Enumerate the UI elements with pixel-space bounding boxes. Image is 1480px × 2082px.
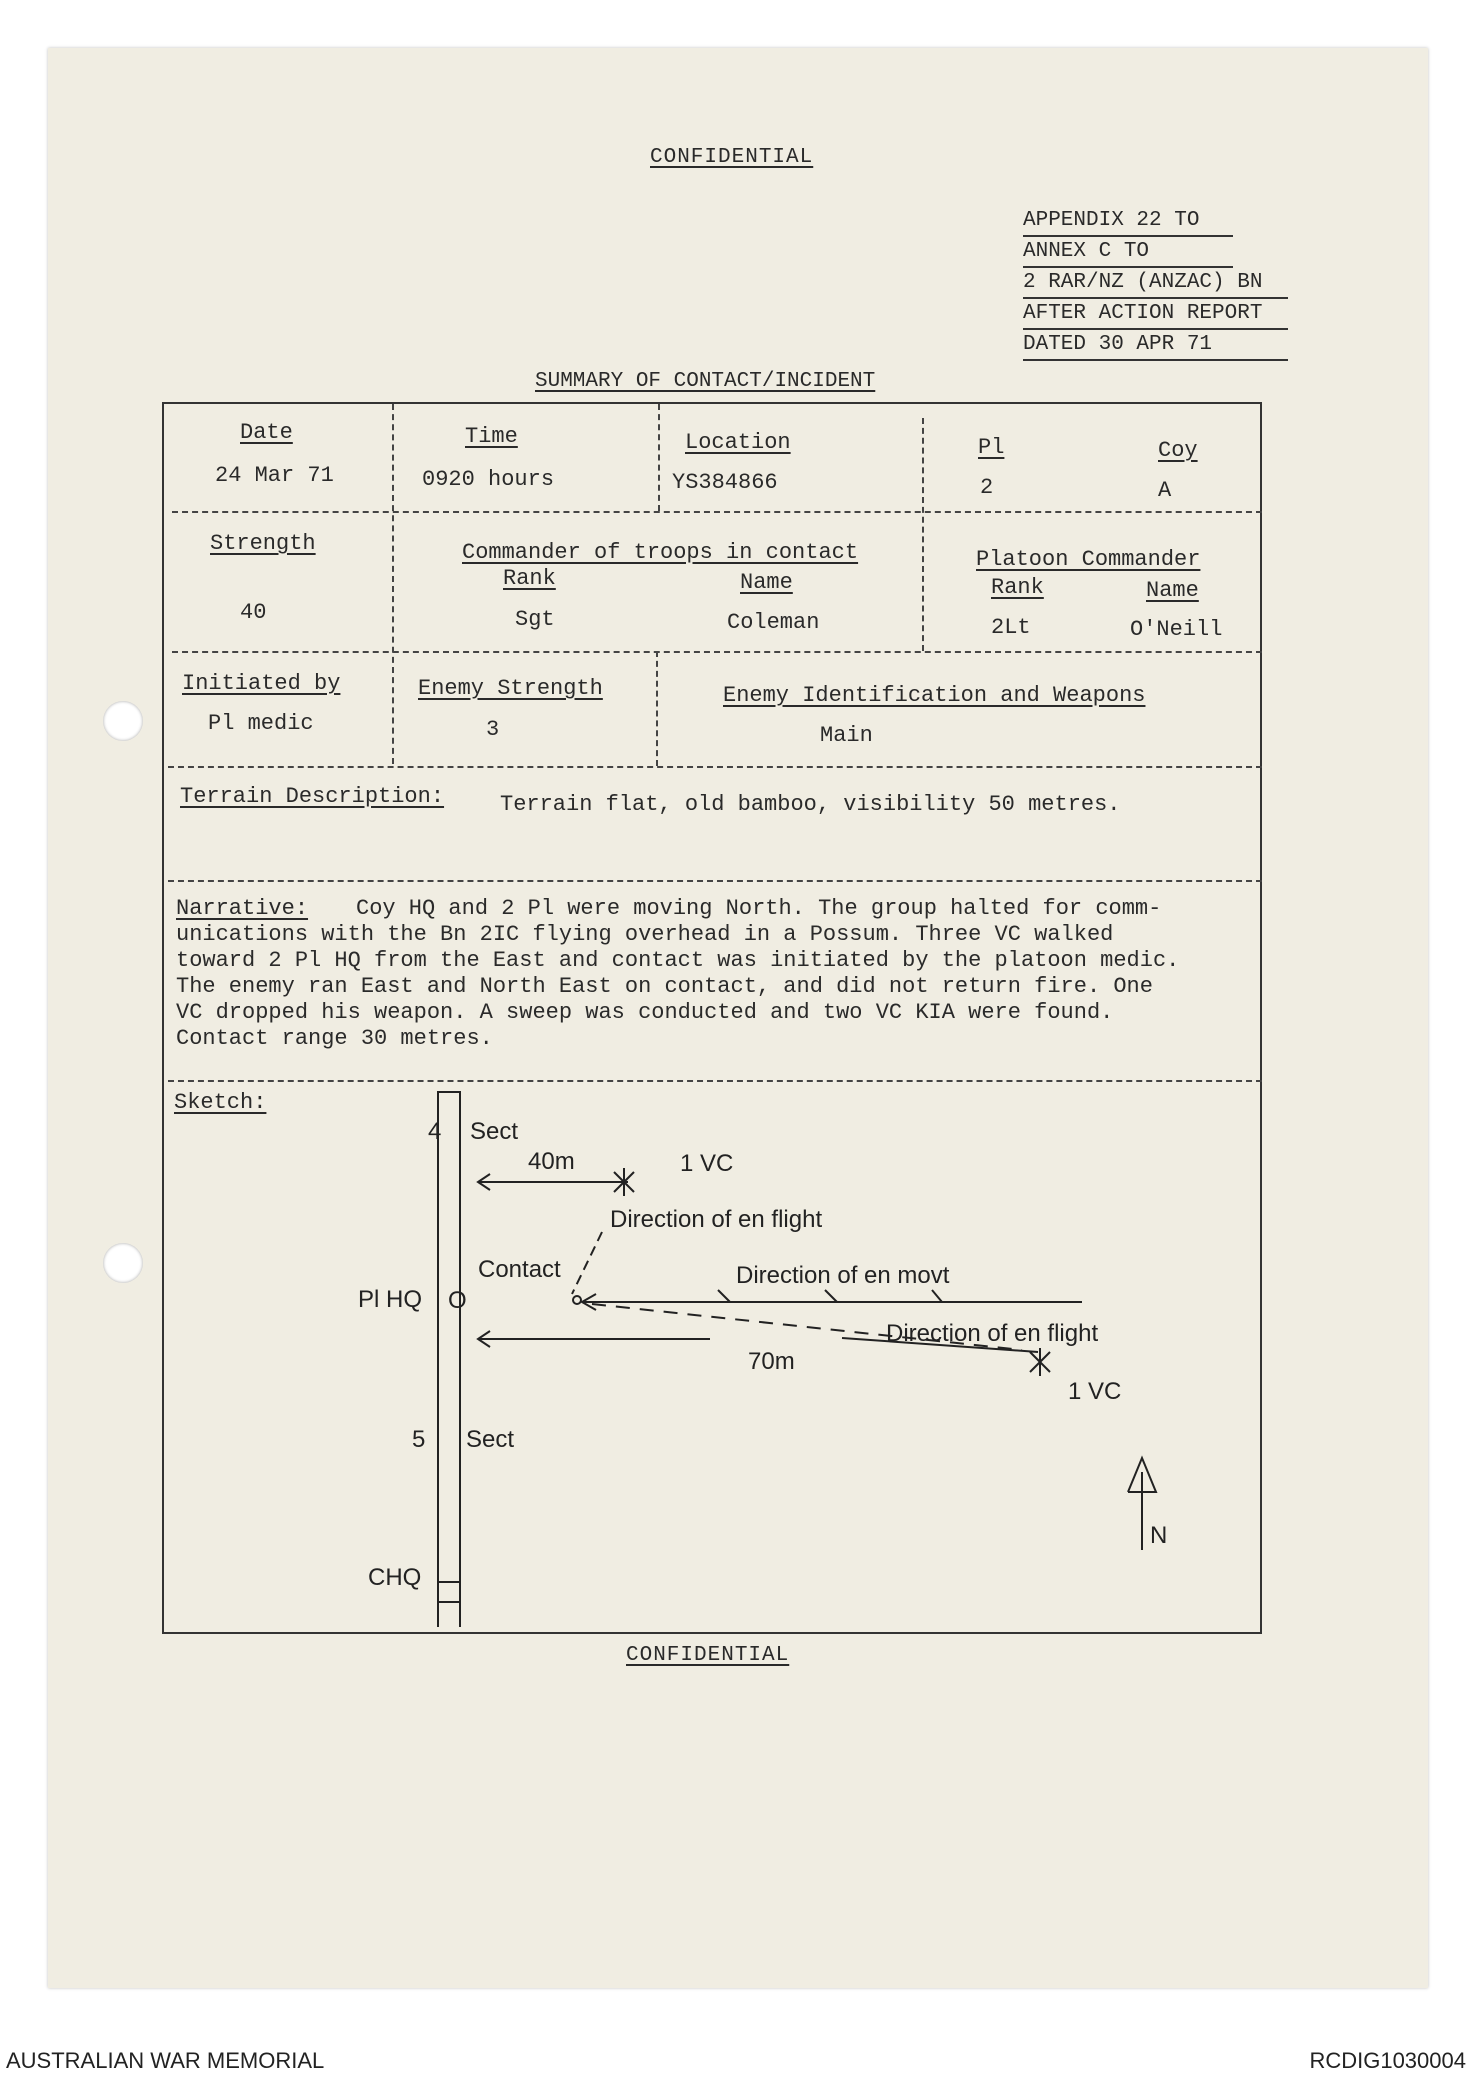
- sect4-label: Sect: [470, 1118, 519, 1145]
- terrain-value: Terrain flat, old bamboo, visibility 50 metres.: [500, 792, 1121, 817]
- dist-70m: 70m: [748, 1348, 795, 1375]
- row-divider: [168, 880, 1262, 882]
- appendix-block: [1023, 206, 1288, 361]
- classification-bottom: CONFIDENTIAL: [626, 1644, 790, 1667]
- contact-point: [573, 1296, 581, 1304]
- appendix-line: 2 RAR/NZ (ANZAC) BN: [1023, 268, 1288, 299]
- flight-top-path: [572, 1232, 602, 1294]
- col-divider: [392, 404, 394, 764]
- movement-label: Direction of en movt: [736, 1262, 950, 1289]
- pc-name-label: Name: [1146, 578, 1199, 603]
- pc-name-value: O'Neill: [1130, 617, 1223, 642]
- punch-hole-bottom: [103, 1243, 143, 1283]
- row-divider: [168, 766, 1262, 768]
- narrative-text: [176, 896, 1236, 1052]
- appendix-line: APPENDIX 22 TO: [1023, 206, 1233, 237]
- col-divider: [922, 418, 924, 651]
- vc-top-label: 1 VC: [680, 1150, 734, 1177]
- vc-bottom-label: 1 VC: [1068, 1378, 1122, 1405]
- commander-label: Commander of troops in contact: [462, 540, 859, 565]
- col-divider: [656, 651, 658, 766]
- track: [438, 1092, 460, 1602]
- coy-value: A: [1158, 478, 1172, 503]
- row-divider: [172, 511, 1262, 513]
- flight-top-label: Direction of en flight: [610, 1206, 823, 1233]
- name-label: Name: [740, 570, 793, 595]
- appendix-line: DATED 30 APR 71: [1023, 330, 1288, 361]
- flight-bottom-label: Direction of en flight: [886, 1320, 1099, 1347]
- rank-label: Rank: [503, 566, 556, 591]
- rank-value: Sgt: [515, 607, 555, 632]
- pl-label: Pl: [978, 435, 1005, 460]
- time-label: Time: [465, 424, 518, 449]
- footer-right: RCDIG1030004: [1309, 2048, 1466, 2073]
- pc-rank-value: 2Lt: [991, 615, 1031, 640]
- row-divider: [172, 651, 1262, 653]
- punch-hole-top: [103, 701, 143, 741]
- form-title: SUMMARY OF CONTACT/INCIDENT: [535, 370, 876, 393]
- dist-40m: 40m: [528, 1148, 575, 1175]
- location-label: Location: [685, 430, 791, 455]
- sect5-number: 5: [412, 1426, 426, 1453]
- time-value: 0920 hours: [422, 467, 555, 492]
- name-value: Coleman: [727, 610, 820, 635]
- enemy-id-label: Enemy Identification and Weapons: [723, 683, 1146, 708]
- date-value: 24 Mar 71: [215, 463, 334, 488]
- chq-label: CHQ: [368, 1564, 422, 1591]
- initiated-label: Initiated by: [182, 671, 341, 696]
- terrain-label: Terrain Description:: [180, 784, 445, 809]
- pl-hq-label: Pl HQ: [358, 1286, 423, 1313]
- date-label: Date: [240, 420, 293, 445]
- appendix-line: ANNEX C TO: [1023, 237, 1233, 268]
- narrative-body: Coy HQ and 2 Pl were moving North. The group halted for comm- unications with the Bn 2IC flying overhead in a Possum. Three VC walked toward 2 Pl HQ from the East and contact was initiated by the platoon medic. The enemy ran East and North East on contact, and did not return fire. One VC dropped his weapon. A sweep was conducted and two VC KIA were found. Contact range 30 metres.: [176, 896, 1180, 1051]
- initiated-value: Pl medic: [208, 711, 314, 736]
- pl-hq-marker: O: [448, 1287, 467, 1314]
- enemy-strength-value: 3: [486, 717, 500, 742]
- coy-label: Coy: [1158, 438, 1198, 463]
- narrative-label: Narrative:: [176, 896, 309, 921]
- sect4-number: 4: [428, 1118, 442, 1145]
- strength-label: Strength: [210, 531, 316, 556]
- pl-value: 2: [980, 475, 994, 500]
- strength-value: 40: [240, 600, 267, 625]
- appendix-line: AFTER ACTION REPORT: [1023, 299, 1288, 330]
- platoon-commander-label: Platoon Commander: [976, 547, 1201, 572]
- sketch-label: Sketch:: [174, 1090, 267, 1115]
- enemy-id-value: Main: [820, 723, 873, 748]
- classification-top: CONFIDENTIAL: [650, 146, 814, 169]
- enemy-strength-label: Enemy Strength: [418, 676, 603, 701]
- sect5-label: Sect: [466, 1426, 515, 1453]
- location-value: YS384866: [672, 470, 778, 495]
- contact-label: Contact: [478, 1256, 561, 1283]
- pc-rank-label: Rank: [991, 575, 1044, 600]
- footer-left: AUSTRALIAN WAR MEMORIAL: [6, 2048, 325, 2073]
- col-divider: [658, 404, 660, 511]
- north-label: N: [1150, 1522, 1168, 1549]
